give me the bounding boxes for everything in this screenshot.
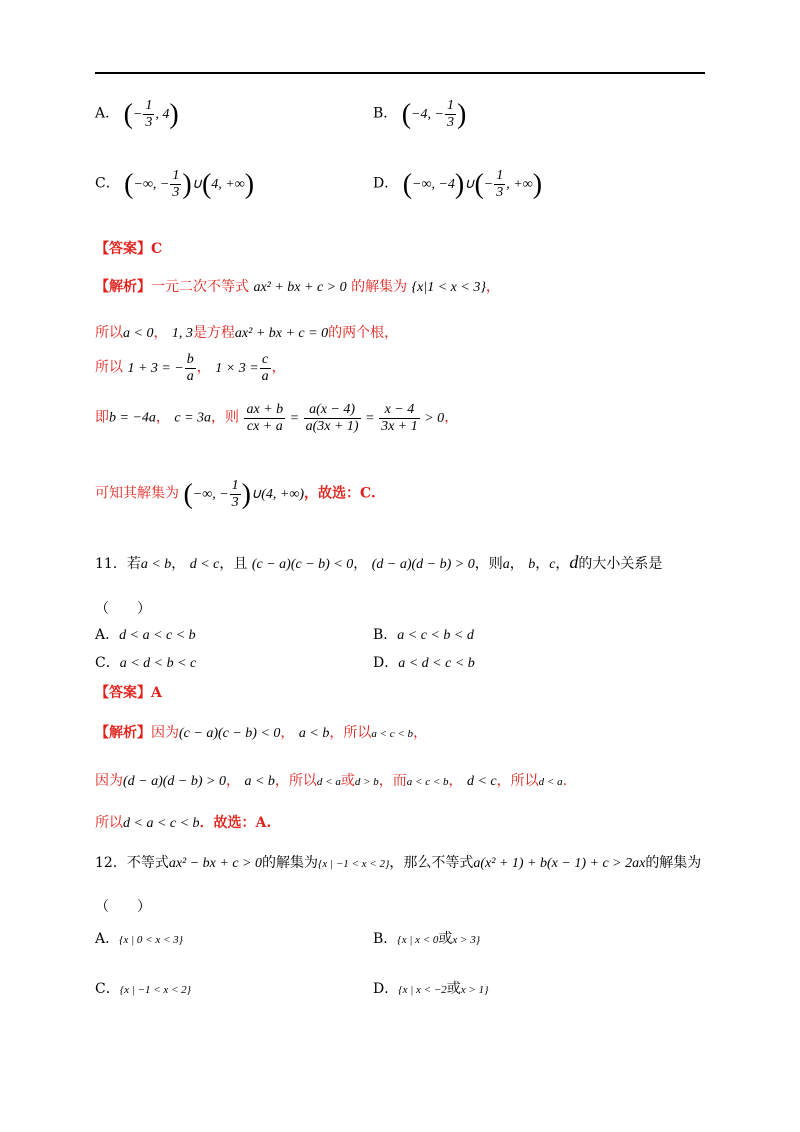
- q12-stem: 12．不等式ax² − bx + c > 0的解集为{x | −1 < x < 2}，那么不等式a(x² + 1) + b(x − 1) + c > 2ax的解集为: [95, 855, 702, 871]
- q10-option-b: B． (−4, − $\frac{1}{3}$ ): [373, 98, 467, 130]
- q12-option-d: D．{x | x < −2或x > 1}: [373, 981, 489, 997]
- q10-analysis-3: 所以 1 + 3 = − $\frac{b}{a}$ ， 1 × 3 = $\frac{c}{a}$ ，: [95, 352, 286, 384]
- header-rule: [95, 72, 705, 74]
- q10-analysis-1: 【解析】一元二次不等式 ax² + bx + c > 0 的解集为 {x|1 < x < 3}，: [95, 279, 500, 295]
- q12-option-b: B．{x | x < 0或x > 3}: [373, 931, 481, 947]
- q11-analysis-1: 【解析】因为(c − a)(c − b) < 0， a < b，所以a < c < b，: [95, 725, 428, 741]
- q11-option-c: C．a < d < b < c: [95, 655, 197, 671]
- q11-option-a: A．d < a < c < b: [95, 627, 196, 643]
- q10-option-d: D． (−∞, −4)∪(− $\frac{1}{3}$ , +∞): [373, 168, 543, 200]
- q11-answer: 【答案】A: [95, 685, 162, 701]
- q10-analysis-2: 所以a < 0， 1, 3是方程ax² + bx + c = 0的两个根，: [95, 325, 399, 341]
- q11-analysis-2: 因为(d − a)(d − b) > 0， a < b，所以d < a或d > b，而a < c < b， d < c，所以d < a.: [95, 773, 568, 789]
- q10-analysis-5: 可知其解集为 (−∞, − $\frac{1}{3}$ )∪(4, +∞)，故选：C.: [95, 478, 376, 510]
- q10-option-c: C． (−∞, − $\frac{1}{3}$ )∪(4, +∞): [95, 168, 255, 200]
- q11-analysis-3: 所以d < a < c < b．故选：A.: [95, 815, 272, 831]
- q11-option-d: D．a < d < c < b: [373, 655, 475, 671]
- q12-option-c: C．{x | −1 < x < 2}: [95, 981, 192, 997]
- q10-option-a: A． (− $\frac{1}{3}$ , 4): [95, 98, 179, 130]
- q11-stem: 11．若a < b， d < c，且 (c − a)(c − b) < 0， (d − a)(d − b) > 0，则a， b，c，d的大小关系是: [95, 552, 663, 572]
- q11-option-b: B．a < c < b < d: [373, 627, 474, 643]
- q12-paren: （ ）: [95, 899, 151, 915]
- q11-paren: （ ）: [95, 601, 151, 617]
- q12-option-a: A．{x | 0 < x < 3}: [95, 931, 184, 947]
- q10-answer: 【答案】C: [95, 241, 163, 257]
- q10-analysis-4: 即b = −4a， c = 3a，则 $\frac{ax + b}{cx + a}$ = $\frac{a(x - 4)}{a(3x + 1)}$ = $\frac{x - 4}{3x + 1}$ > 0，: [95, 402, 459, 434]
